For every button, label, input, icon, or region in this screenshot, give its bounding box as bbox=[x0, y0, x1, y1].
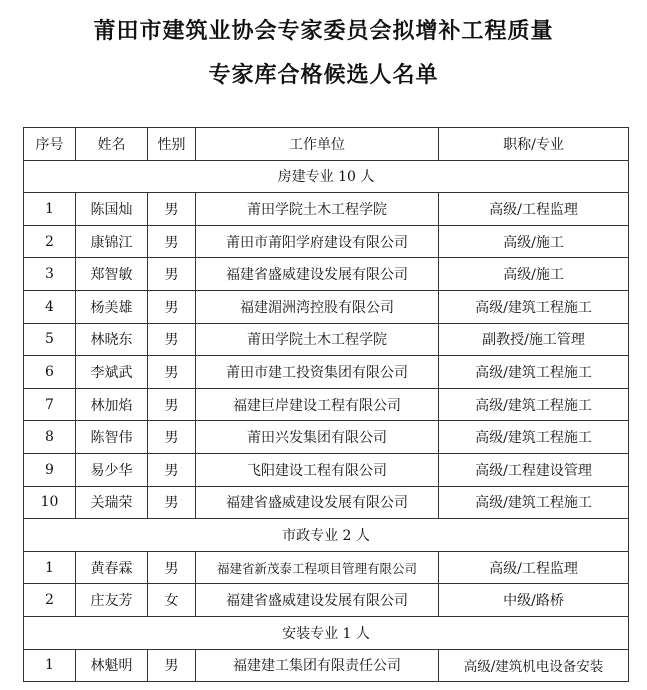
cell-gender: 男 bbox=[148, 551, 196, 584]
cell-index: 1 bbox=[24, 551, 76, 584]
cell-title-specialty: 高级/工程建设管理 bbox=[439, 453, 629, 486]
cell-employer: 莆田学院土木工程学院 bbox=[196, 323, 439, 356]
cell-title-specialty: 高级/建筑工程施工 bbox=[439, 421, 629, 454]
cell-name: 庄友芳 bbox=[76, 584, 148, 617]
cell-name: 易少华 bbox=[76, 453, 148, 486]
cell-name: 林魁明 bbox=[76, 649, 148, 682]
cell-index: 3 bbox=[24, 258, 76, 291]
cell-title-specialty: 高级/建筑机电设备安装 bbox=[439, 649, 629, 682]
cell-gender: 男 bbox=[148, 649, 196, 682]
section-heading-row bbox=[24, 616, 629, 649]
cell-employer: 福建省盛威建设发展有限公司 bbox=[196, 486, 439, 519]
document-title-line-1: 莆田市建筑业协会专家委员会拟增补工程质量 bbox=[93, 19, 554, 44]
header-gender: 性别 bbox=[148, 128, 196, 161]
cell-index: 7 bbox=[24, 388, 76, 421]
table-row bbox=[24, 290, 629, 323]
table-row bbox=[24, 356, 629, 389]
header-title-specialty: 职称/专业 bbox=[439, 128, 629, 161]
cell-title-specialty: 高级/建筑工程施工 bbox=[439, 486, 629, 519]
cell-gender: 男 bbox=[148, 486, 196, 519]
cell-employer: 莆田市建工投资集团有限公司 bbox=[196, 356, 439, 389]
section-heading: 市政专业 2 人 bbox=[24, 519, 629, 552]
cell-index: 6 bbox=[24, 356, 76, 389]
cell-index: 5 bbox=[24, 323, 76, 356]
cell-gender: 男 bbox=[148, 453, 196, 486]
table-row bbox=[24, 258, 629, 291]
cell-gender: 男 bbox=[148, 258, 196, 291]
cell-gender: 男 bbox=[148, 356, 196, 389]
table-row bbox=[24, 193, 629, 226]
cell-name: 李斌武 bbox=[76, 356, 148, 389]
header-employer: 工作单位 bbox=[196, 128, 439, 161]
cell-title-specialty: 高级/建筑工程施工 bbox=[439, 290, 629, 323]
table-header-row bbox=[24, 128, 629, 161]
table-row bbox=[24, 388, 629, 421]
table-row bbox=[24, 551, 629, 584]
cell-gender: 男 bbox=[148, 193, 196, 226]
table-row bbox=[24, 421, 629, 454]
cell-employer: 莆田兴发集团有限公司 bbox=[196, 421, 439, 454]
cell-name: 关瑞荣 bbox=[76, 486, 148, 519]
cell-name: 黄春霖 bbox=[76, 551, 148, 584]
cell-gender: 男 bbox=[148, 225, 196, 258]
cell-name: 林加焰 bbox=[76, 388, 148, 421]
candidate-table bbox=[23, 127, 629, 682]
cell-title-specialty: 高级/施工 bbox=[439, 258, 629, 291]
cell-gender: 男 bbox=[148, 290, 196, 323]
cell-name: 杨美雄 bbox=[76, 290, 148, 323]
cell-employer: 飞阳建设工程有限公司 bbox=[196, 453, 439, 486]
document-title-line-2: 专家库合格候选人名单 bbox=[208, 63, 439, 88]
cell-employer: 莆田市莆阳学府建设有限公司 bbox=[196, 225, 439, 258]
cell-title-specialty: 高级/工程监理 bbox=[439, 551, 629, 584]
table-row bbox=[24, 225, 629, 258]
section-heading: 房建专业 10 人 bbox=[24, 160, 629, 193]
cell-title-specialty: 高级/建筑工程施工 bbox=[439, 388, 629, 421]
cell-name: 陈国灿 bbox=[76, 193, 148, 226]
cell-index: 9 bbox=[24, 453, 76, 486]
section-heading: 安装专业 1 人 bbox=[24, 616, 629, 649]
cell-employer: 福建建工集团有限责任公司 bbox=[196, 649, 439, 682]
cell-name: 陈智伟 bbox=[76, 421, 148, 454]
cell-employer: 福建省新茂泰工程项目管理有限公司 bbox=[196, 551, 439, 584]
cell-gender: 女 bbox=[148, 584, 196, 617]
cell-employer: 福建湄洲湾控股有限公司 bbox=[196, 290, 439, 323]
cell-title-specialty: 副教授/施工管理 bbox=[439, 323, 629, 356]
cell-gender: 男 bbox=[148, 323, 196, 356]
table-row bbox=[24, 649, 629, 682]
cell-name: 康锦江 bbox=[76, 225, 148, 258]
cell-title-specialty: 高级/建筑工程施工 bbox=[439, 356, 629, 389]
section-heading-row bbox=[24, 160, 629, 193]
cell-title-specialty: 高级/施工 bbox=[439, 225, 629, 258]
cell-index: 8 bbox=[24, 421, 76, 454]
cell-employer: 福建省盛威建设发展有限公司 bbox=[196, 258, 439, 291]
table-row bbox=[24, 323, 629, 356]
cell-title-specialty: 高级/工程监理 bbox=[439, 193, 629, 226]
header-name: 姓名 bbox=[76, 128, 148, 161]
cell-title-specialty: 中级/路桥 bbox=[439, 584, 629, 617]
table-row bbox=[24, 584, 629, 617]
cell-index: 1 bbox=[24, 649, 76, 682]
cell-index: 10 bbox=[24, 486, 76, 519]
cell-index: 1 bbox=[24, 193, 76, 226]
cell-index: 4 bbox=[24, 290, 76, 323]
cell-name: 林晓东 bbox=[76, 323, 148, 356]
cell-gender: 男 bbox=[148, 388, 196, 421]
cell-index: 2 bbox=[24, 584, 76, 617]
table-row bbox=[24, 453, 629, 486]
header-index: 序号 bbox=[24, 128, 76, 161]
cell-employer: 莆田学院土木工程学院 bbox=[196, 193, 439, 226]
cell-employer: 福建巨岸建设工程有限公司 bbox=[196, 388, 439, 421]
cell-gender: 男 bbox=[148, 421, 196, 454]
section-heading-row bbox=[24, 519, 629, 552]
cell-employer: 福建省盛威建设发展有限公司 bbox=[196, 584, 439, 617]
cell-index: 2 bbox=[24, 225, 76, 258]
cell-name: 郑智敏 bbox=[76, 258, 148, 291]
table-row bbox=[24, 486, 629, 519]
